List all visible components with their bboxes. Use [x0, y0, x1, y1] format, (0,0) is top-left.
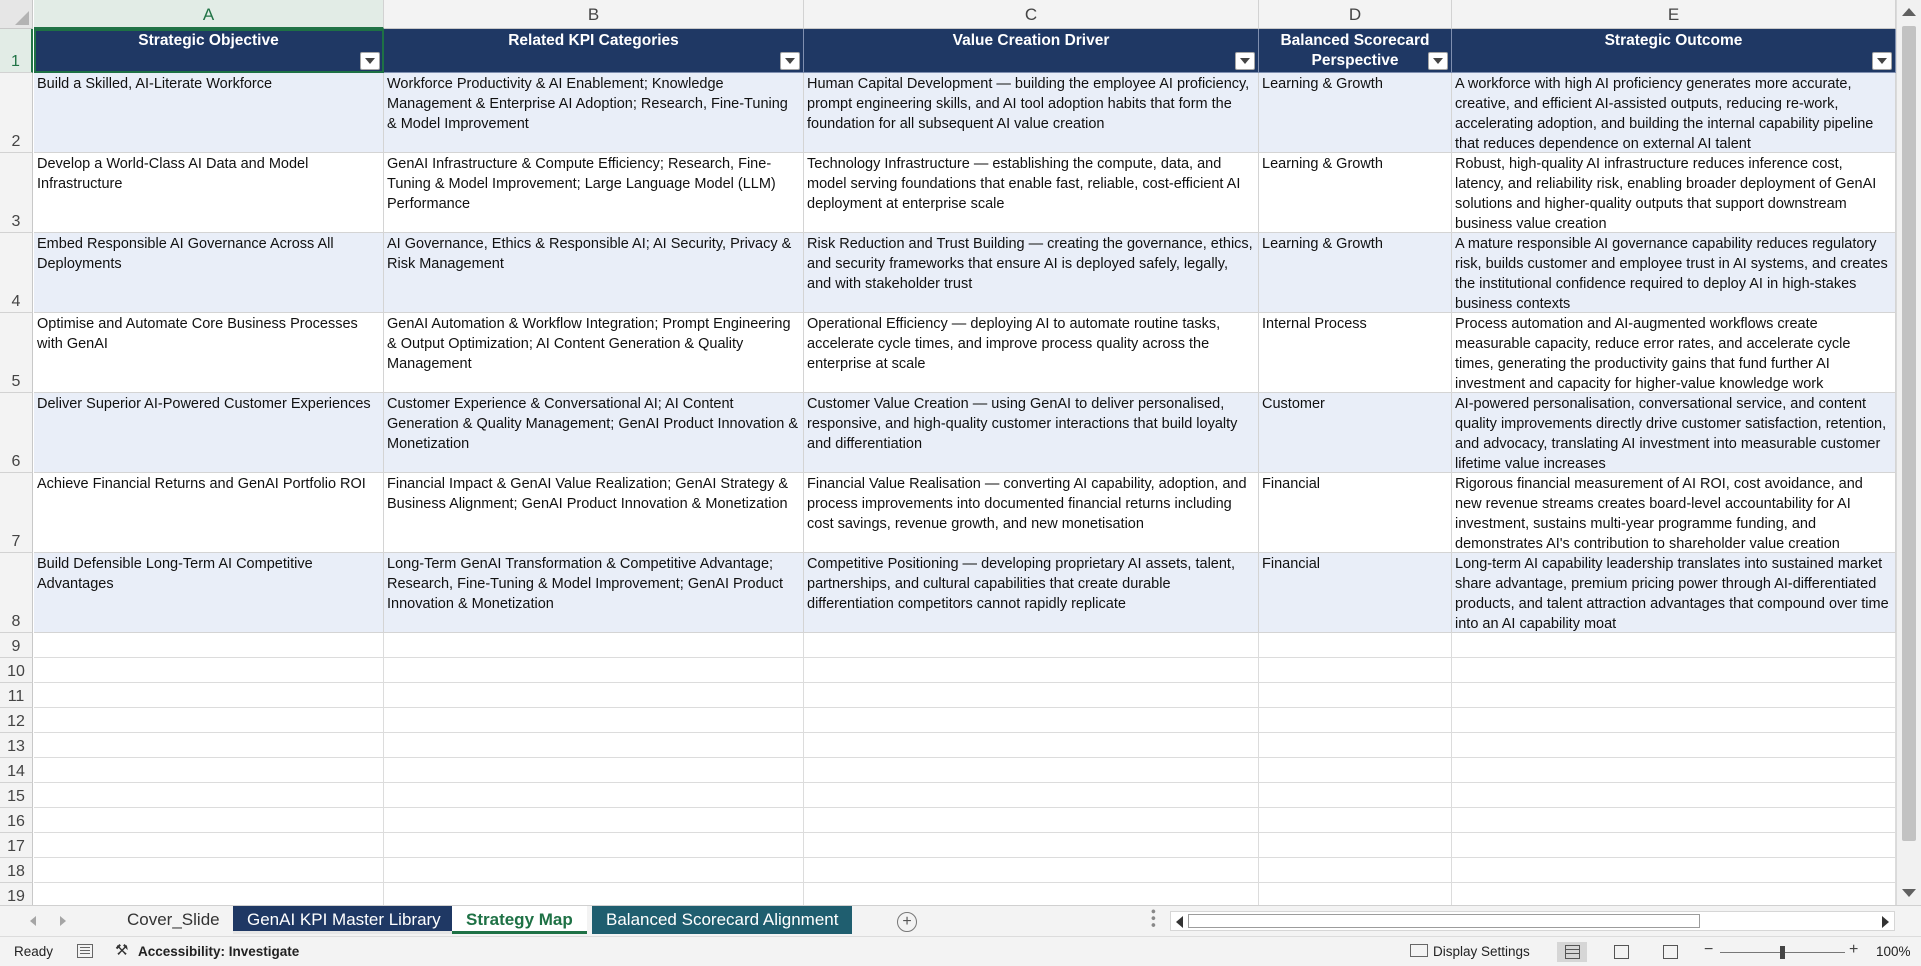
- table-cell-d8[interactable]: Financial: [1259, 553, 1452, 633]
- row-header-1[interactable]: 1: [0, 29, 33, 73]
- row-header-16[interactable]: 16: [0, 808, 33, 833]
- table-cell-b6[interactable]: Customer Experience & Conversational AI; AI Content Generation & Quality Management; GenAI Product Innovation & Monetization: [384, 393, 804, 473]
- scroll-up-icon[interactable]: [1902, 8, 1916, 16]
- empty-cell[interactable]: [384, 683, 804, 708]
- empty-cell[interactable]: [1259, 758, 1452, 783]
- filter-dropdown-icon[interactable]: [780, 52, 800, 70]
- empty-cell[interactable]: [1452, 858, 1896, 883]
- table-cell-c8[interactable]: Competitive Positioning — developing proprietary AI assets, talent, partnerships, and cultural capabilities that create durable differentiation competitors cannot rapidly replicate: [804, 553, 1259, 633]
- scroll-left-icon[interactable]: [1176, 916, 1183, 928]
- empty-cell[interactable]: [1452, 683, 1896, 708]
- row-header-15[interactable]: 15: [0, 783, 33, 808]
- empty-cell[interactable]: [384, 708, 804, 733]
- empty-cell[interactable]: [804, 708, 1259, 733]
- column-header-d[interactable]: D: [1259, 0, 1452, 29]
- empty-cell[interactable]: [384, 833, 804, 858]
- accessibility-icon[interactable]: [115, 944, 131, 958]
- header-cell-label: Related KPI Categories: [508, 32, 679, 49]
- filter-dropdown-icon[interactable]: [360, 52, 380, 70]
- empty-cell[interactable]: [34, 733, 384, 758]
- empty-cell[interactable]: [1259, 683, 1452, 708]
- filter-dropdown-icon[interactable]: [1872, 52, 1892, 70]
- row-header-11[interactable]: 11: [0, 683, 33, 708]
- table-cell-a8[interactable]: Build Defensible Long-Term AI Competitive Advantages: [34, 553, 384, 633]
- page-layout-view-button[interactable]: [1606, 942, 1636, 962]
- header-cell-label: Strategic Outcome: [1604, 32, 1743, 49]
- table-cell-b5[interactable]: GenAI Automation & Workflow Integration; Prompt Engineering & Output Optimization; AI Content Generation & Quality Management: [384, 313, 804, 393]
- empty-cell[interactable]: [34, 883, 384, 905]
- header-cell-c[interactable]: [804, 29, 1259, 73]
- empty-cell[interactable]: [384, 658, 804, 683]
- table-cell-e8[interactable]: Long-term AI capability leadership translates into sustained market share advantage, premium pricing power through AI-differentiated products, and talent attraction advantages that compound over time into an AI capability moat: [1452, 553, 1896, 633]
- tab-strategy-map[interactable]: Strategy Map: [452, 906, 587, 934]
- row-header-14[interactable]: 14: [0, 758, 33, 783]
- column-header-c[interactable]: C: [804, 0, 1259, 29]
- header-cell-b[interactable]: [384, 29, 804, 73]
- empty-cell[interactable]: [1452, 708, 1896, 733]
- table-cell-c3[interactable]: Technology Infrastructure — establishing the compute, data, and model serving foundations that enable fast, reliable, cost-efficient AI deployment at enterprise scale: [804, 153, 1259, 233]
- tab-split-handle[interactable]: • • •: [1146, 909, 1162, 927]
- select-all-corner[interactable]: [0, 0, 33, 29]
- empty-cell[interactable]: [1452, 833, 1896, 858]
- table-cell-c2[interactable]: Human Capital Development — building the employee AI proficiency, prompt engineering skills, and AI tool adoption habits that form the foundation for all subsequent AI value creation: [804, 73, 1259, 153]
- empty-cell[interactable]: [34, 658, 384, 683]
- row-header-2[interactable]: 2: [0, 73, 33, 153]
- empty-cell[interactable]: [1259, 883, 1452, 905]
- horizontal-scrollbar[interactable]: [1170, 911, 1895, 931]
- table-cell-b7[interactable]: Financial Impact & GenAI Value Realization; GenAI Strategy & Business Alignment; GenAI Product Innovation & Monetization: [384, 473, 804, 553]
- table-cell-d4[interactable]: Learning & Growth: [1259, 233, 1452, 313]
- row-header-8[interactable]: 8: [0, 553, 33, 633]
- empty-cell[interactable]: [34, 833, 384, 858]
- table-cell-e7[interactable]: Rigorous financial measurement of AI ROI, cost avoidance, and new revenue streams creates board-level accountability for AI investment, sustains multi-year programme funding, and demonstrates AI's contribution to shareholder value creation: [1452, 473, 1896, 553]
- table-cell-a7[interactable]: Achieve Financial Returns and GenAI Portfolio ROI: [34, 473, 384, 553]
- row-header-9[interactable]: 9: [0, 633, 33, 658]
- zoom-out-button[interactable]: −: [1704, 941, 1714, 958]
- column-header-e[interactable]: E: [1452, 0, 1896, 29]
- prev-sheet-icon[interactable]: [30, 916, 36, 926]
- table-cell-e2[interactable]: A workforce with high AI proficiency generates more accurate, creative, and efficient AI-assisted outputs, reducing re-work, accelerating adoption, and building the internal capability pipeline that reduces dependence on external AI talent: [1452, 73, 1896, 153]
- empty-cell[interactable]: [804, 733, 1259, 758]
- row-header-12[interactable]: 12: [0, 708, 33, 733]
- empty-cell[interactable]: [1452, 758, 1896, 783]
- empty-cell[interactable]: [34, 808, 384, 833]
- table-cell-a4[interactable]: Embed Responsible AI Governance Across All Deployments: [34, 233, 384, 313]
- table-cell-a2[interactable]: Build a Skilled, AI-Literate Workforce: [34, 73, 384, 153]
- accessibility-status[interactable]: Accessibility: Investigate: [138, 944, 300, 959]
- empty-cell[interactable]: [804, 633, 1259, 658]
- tab-genai-kpi-master-library[interactable]: GenAI KPI Master Library: [233, 906, 455, 934]
- horizontal-scroll-thumb[interactable]: [1188, 914, 1700, 928]
- table-cell-d3[interactable]: Learning & Growth: [1259, 153, 1452, 233]
- row-header-7[interactable]: 7: [0, 473, 33, 553]
- header-cell-label: Balanced Scorecard Perspective: [1280, 32, 1430, 69]
- empty-cell[interactable]: [1452, 733, 1896, 758]
- table-cell-b8[interactable]: Long-Term GenAI Transformation & Competitive Advantage; Research, Fine-Tuning & Model Improvement; GenAI Product Innovation & Monetization: [384, 553, 804, 633]
- table-cell-b3[interactable]: GenAI Infrastructure & Compute Efficiency; Research, Fine-Tuning & Model Improvement; Large Language Model (LLM) Performance: [384, 153, 804, 233]
- empty-cell[interactable]: [1452, 783, 1896, 808]
- table-cell-c7[interactable]: Financial Value Realisation — converting AI capability, adoption, and process improvements into documented financial returns including cost savings, revenue growth, and new monetisation: [804, 473, 1259, 553]
- macro-recording-icon[interactable]: [77, 944, 93, 958]
- empty-cell[interactable]: [1259, 833, 1452, 858]
- normal-view-button[interactable]: [1557, 942, 1587, 962]
- empty-cell[interactable]: [804, 858, 1259, 883]
- empty-cell[interactable]: [1259, 633, 1452, 658]
- empty-cell[interactable]: [384, 733, 804, 758]
- header-cell-label: Strategic Objective: [138, 32, 279, 49]
- empty-cell[interactable]: [1452, 658, 1896, 683]
- zoom-in-button[interactable]: +: [1849, 941, 1859, 958]
- header-cell-a[interactable]: [34, 29, 384, 73]
- table-cell-a3[interactable]: Develop a World-Class AI Data and Model Infrastructure: [34, 153, 384, 233]
- row-header-18[interactable]: 18: [0, 858, 33, 883]
- empty-cell[interactable]: [384, 883, 804, 905]
- table-cell-e4[interactable]: A mature responsible AI governance capability reduces regulatory risk, builds customer and employee trust in AI systems, and creates the institutional confidence required to deploy AI in high-stakes business contexts: [1452, 233, 1896, 313]
- table-cell-b2[interactable]: Workforce Productivity & AI Enablement; Knowledge Management & Enterprise AI Adoption; Research, Fine-Tuning & Model Improvement: [384, 73, 804, 153]
- empty-cell[interactable]: [34, 683, 384, 708]
- vertical-scroll-thumb[interactable]: [1902, 26, 1916, 841]
- zoom-level[interactable]: 100%: [1876, 944, 1911, 959]
- empty-cell[interactable]: [34, 858, 384, 883]
- add-sheet-button[interactable]: +: [897, 912, 917, 932]
- column-header-a[interactable]: A: [34, 0, 384, 29]
- empty-cell[interactable]: [1452, 633, 1896, 658]
- vertical-scrollbar[interactable]: [1896, 0, 1921, 905]
- display-settings-icon[interactable]: [1410, 944, 1428, 957]
- table-cell-b4[interactable]: AI Governance, Ethics & Responsible AI; AI Security, Privacy & Risk Management: [384, 233, 804, 313]
- row-header-13[interactable]: 13: [0, 733, 33, 758]
- table-cell-c4[interactable]: Risk Reduction and Trust Building — creating the governance, ethics, and security frameworks that ensure AI is deployed safely, legally, and with stakeholder trust: [804, 233, 1259, 313]
- status-bar: [0, 936, 1921, 966]
- empty-cell[interactable]: [1259, 858, 1452, 883]
- table-cell-d2[interactable]: Learning & Growth: [1259, 73, 1452, 153]
- empty-cell[interactable]: [1259, 808, 1452, 833]
- table-cell-d5[interactable]: Internal Process: [1259, 313, 1452, 393]
- next-sheet-icon[interactable]: [60, 916, 66, 926]
- empty-cell[interactable]: [1452, 883, 1896, 905]
- table-cell-d7[interactable]: Financial: [1259, 473, 1452, 553]
- header-cell-d[interactable]: [1259, 29, 1452, 73]
- table-cell-c5[interactable]: Operational Efficiency — deploying AI to automate routine tasks, accelerate cycle times, and improve process quality across the enterprise at scale: [804, 313, 1259, 393]
- table-cell-a6[interactable]: Deliver Superior AI-Powered Customer Experiences: [34, 393, 384, 473]
- header-cell-label: Value Creation Driver: [952, 32, 1110, 49]
- row-header-5[interactable]: 5: [0, 313, 33, 393]
- row-header-17[interactable]: 17: [0, 833, 33, 858]
- empty-cell[interactable]: [1452, 808, 1896, 833]
- tab-balanced-scorecard-alignment[interactable]: Balanced Scorecard Alignment: [592, 906, 852, 934]
- empty-cell[interactable]: [384, 758, 804, 783]
- empty-cell[interactable]: [1259, 733, 1452, 758]
- row-header-3[interactable]: 3: [0, 153, 33, 233]
- empty-cell[interactable]: [804, 883, 1259, 905]
- table-cell-e5[interactable]: Process automation and AI-augmented workflows create measurable capacity, reduce error rates, and accelerate cycle times, generating the productivity gains that fund further AI investment and capacity for higher-value knowledge work: [1452, 313, 1896, 393]
- filter-dropdown-icon[interactable]: [1428, 52, 1448, 70]
- empty-cell[interactable]: [804, 658, 1259, 683]
- ready-status: Ready: [14, 944, 54, 959]
- empty-cell[interactable]: [384, 633, 804, 658]
- table-cell-c6[interactable]: Customer Value Creation — using GenAI to deliver personalised, responsive, and high-quality customer interactions that build loyalty and differentiation: [804, 393, 1259, 473]
- empty-cell[interactable]: [804, 683, 1259, 708]
- header-cell-e[interactable]: [1452, 29, 1896, 73]
- row-header-6[interactable]: 6: [0, 393, 33, 473]
- empty-cell[interactable]: [34, 783, 384, 808]
- empty-cell[interactable]: [384, 858, 804, 883]
- table-cell-e6[interactable]: AI-powered personalisation, conversational service, and content quality improvements directly drive customer satisfaction, retention, and advocacy, translating AI investment into measurable customer lifetime value increases: [1452, 393, 1896, 473]
- empty-cell[interactable]: [34, 708, 384, 733]
- empty-cell[interactable]: [1259, 783, 1452, 808]
- zoom-slider-thumb[interactable]: [1780, 946, 1785, 959]
- tab-cover-slide[interactable]: Cover_Slide: [113, 906, 235, 934]
- empty-cell[interactable]: [34, 633, 384, 658]
- page-break-preview-button[interactable]: [1655, 942, 1685, 962]
- empty-cell[interactable]: [1259, 658, 1452, 683]
- sheet-tab-bar: [0, 905, 1921, 936]
- empty-cell[interactable]: [384, 783, 804, 808]
- empty-cell[interactable]: [384, 808, 804, 833]
- empty-cell[interactable]: [804, 758, 1259, 783]
- empty-cell[interactable]: [34, 758, 384, 783]
- scroll-right-icon[interactable]: [1882, 916, 1889, 928]
- empty-cell[interactable]: [1259, 708, 1452, 733]
- row-header-10[interactable]: 10: [0, 658, 33, 683]
- empty-cell[interactable]: [804, 833, 1259, 858]
- table-cell-a5[interactable]: Optimise and Automate Core Business Processes with GenAI: [34, 313, 384, 393]
- table-cell-e3[interactable]: Robust, high-quality AI infrastructure reduces inference cost, latency, and reliability risk, enabling broader deployment of GenAI solutions and higher-quality outputs that support downstream business value creation: [1452, 153, 1896, 233]
- filter-dropdown-icon[interactable]: [1235, 52, 1255, 70]
- empty-cell[interactable]: [804, 808, 1259, 833]
- row-header-4[interactable]: 4: [0, 233, 33, 313]
- scroll-down-icon[interactable]: [1902, 889, 1916, 897]
- display-settings-button[interactable]: Display Settings: [1433, 944, 1530, 959]
- column-header-b[interactable]: B: [384, 0, 804, 29]
- row-header-19[interactable]: 19: [0, 883, 33, 905]
- table-cell-d6[interactable]: Customer: [1259, 393, 1452, 473]
- empty-cell[interactable]: [804, 783, 1259, 808]
